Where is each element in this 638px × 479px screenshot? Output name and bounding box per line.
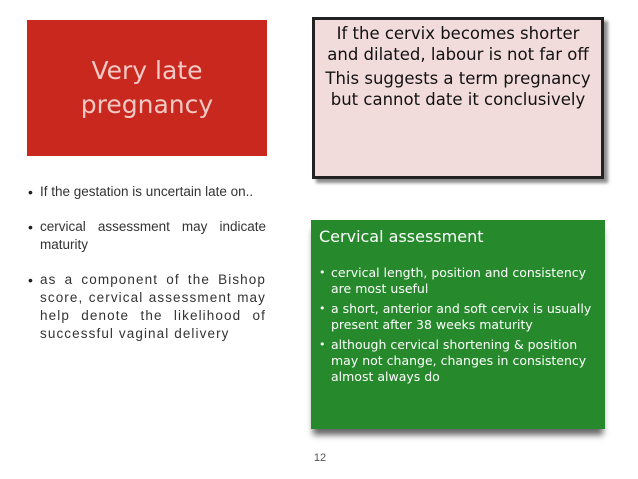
- bullet-list: [28, 183, 266, 360]
- title-box: [27, 20, 267, 156]
- bullet-item: [28, 218, 266, 254]
- bullet-dot-icon: •: [319, 338, 326, 351]
- cervical-assessment-box: [311, 220, 605, 429]
- bullet-text: cervical assessment may indicate maturity: [40, 219, 266, 252]
- green-box-item-text: a short, anterior and soft cervix is usually present after 38 weeks maturity: [331, 301, 592, 332]
- page-number: 12: [313, 452, 327, 464]
- bullet-dot-icon: •: [28, 184, 33, 200]
- bullet-dot-icon: •: [319, 302, 326, 315]
- callout-box: [312, 17, 604, 179]
- green-box-item: [319, 337, 597, 385]
- bullet-dot-icon: •: [319, 266, 326, 279]
- green-box-heading: Cervical assessment: [319, 227, 484, 246]
- green-box-item-text: cervical length, position and consistency are most useful: [331, 265, 587, 296]
- bullet-dot-icon: •: [28, 272, 33, 288]
- green-box-item-text: although cervical shortening & position may not change, changes in consistency almost always do: [331, 337, 587, 384]
- green-box-item: [319, 301, 597, 333]
- bullet-item: [28, 183, 266, 201]
- bullet-text: as a component of the Bishop score, cervical assessment may help denote the likelihood of successful vaginal delivery: [40, 272, 266, 341]
- slide-title: Very late pregnancy: [80, 56, 214, 119]
- green-box-item: [319, 265, 597, 297]
- bullet-item: [28, 271, 266, 343]
- bullet-dot-icon: •: [28, 219, 33, 235]
- bullet-text: If the gestation is uncertain late on..: [40, 184, 254, 199]
- callout-text-2: This suggests a term pregnancy but cannot date it conclusively: [325, 69, 591, 109]
- callout-text-1: If the cervix becomes shorter and dilated, labour is not far off: [327, 24, 589, 64]
